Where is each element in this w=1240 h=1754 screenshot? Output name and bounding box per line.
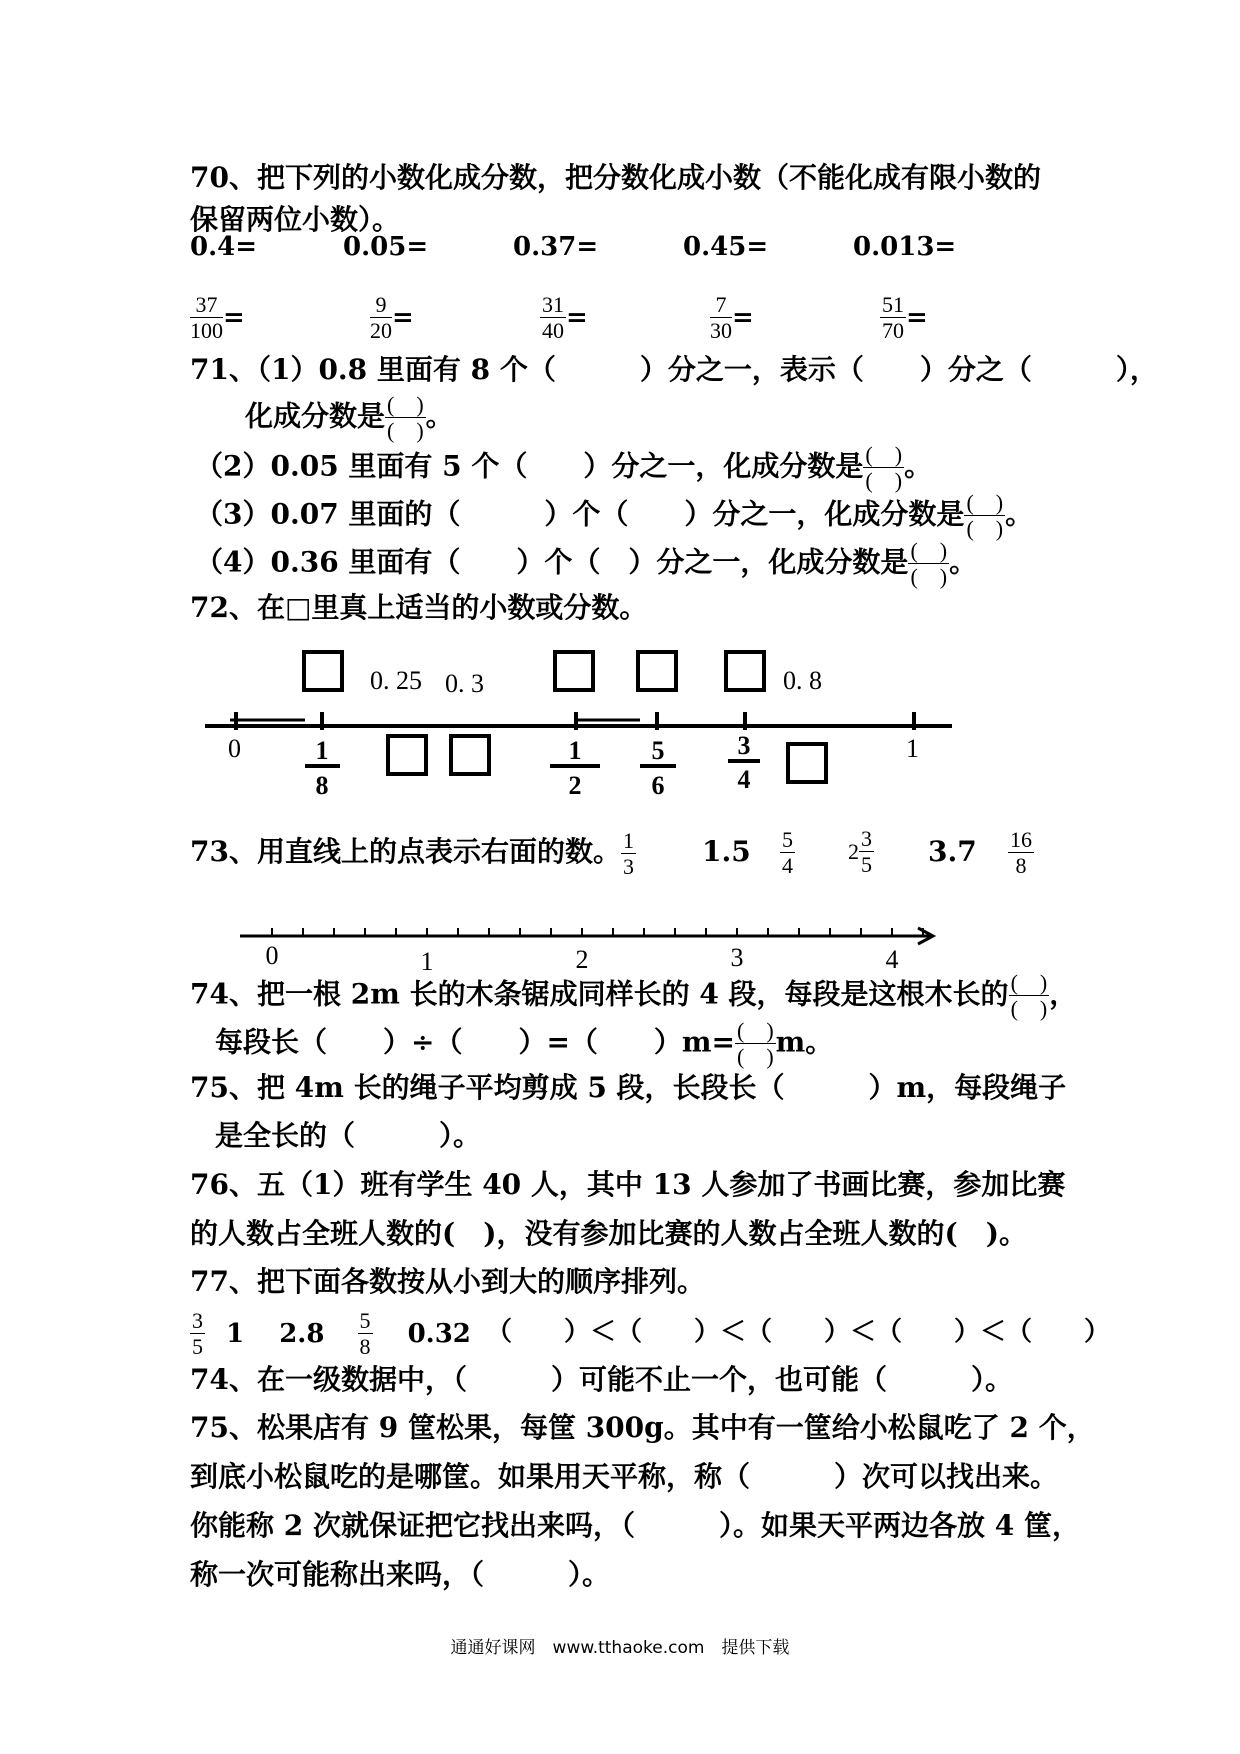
q72-frac-1-8-den: 8 bbox=[315, 771, 329, 800]
q73-item-5-4: $\frac{5}{4}$ bbox=[782, 826, 793, 878]
q77-title: 77、把下面各数按从小到大的顺序排列。 bbox=[190, 1265, 705, 1298]
q72-label-1: 1 bbox=[906, 734, 919, 763]
q70-fraction-2: $\frac{9}{20}$ = bbox=[370, 292, 414, 343]
q70-decimal-4: 0.45= bbox=[683, 232, 769, 262]
q72-answer-box bbox=[555, 652, 593, 690]
q73-item-2-3-5: 2 $\frac{3}{5}$ bbox=[848, 826, 872, 877]
q72-frac-3-4-num: 3 bbox=[737, 731, 751, 760]
q72-frac-1-8-num: 1 bbox=[315, 736, 329, 765]
q72-label-025: 0. 25 bbox=[370, 666, 422, 695]
q70-decimal-5: 0.013= bbox=[853, 232, 957, 262]
q72-label-03: 0. 3 bbox=[445, 669, 484, 698]
q70-fraction-5: $\frac{51}{70}$ = bbox=[882, 292, 928, 343]
q75b-line3: 你能称 2 次就保证把它找出来吗，（ ）。如果天平两边各放 4 筐， bbox=[190, 1509, 1080, 1542]
q73-axis-2: 2 bbox=[575, 945, 589, 974]
q75b-line2: 到底小松鼠吃的是哪筐。如果用天平称，称（ ）次可以找出来。 bbox=[190, 1460, 1059, 1493]
q73-title-row: 73、用直线上的点表示右面的数。 $\frac{1}{3}$ bbox=[190, 827, 634, 879]
q73-number-line bbox=[230, 918, 950, 978]
q72-answer-box bbox=[451, 736, 489, 774]
q72-label-08: 0. 8 bbox=[783, 666, 822, 695]
q74b-line: 74、在一级数据中，（ ）可能不止一个，也可能（ ）。 bbox=[190, 1363, 1013, 1396]
q76-line1: 76、五（1）班有学生 40 人，其中 13 人参加了书画比赛，参加比赛 bbox=[190, 1168, 1066, 1201]
q74a-line1: 74、把一根 2m 长的木条锯成同样长的 4 段，每段是这根木长的 $\frac{( )}{( )}$ ， bbox=[190, 970, 1078, 1021]
q73-axis-3: 3 bbox=[730, 943, 744, 972]
q72-answer-box bbox=[638, 652, 676, 690]
q73-item-1-5: 1.5 bbox=[702, 835, 751, 868]
q72-answer-box bbox=[726, 652, 764, 690]
q72-number-line bbox=[200, 640, 960, 810]
q72-frac-5-6-num: 5 bbox=[651, 736, 665, 765]
q73-axis-4: 4 bbox=[885, 945, 899, 974]
q73-item-3-7: 3.7 bbox=[928, 835, 977, 868]
page-footer: 通通好课网 www.tthaoke.com 提供下载 bbox=[450, 1638, 790, 1658]
q72-answer-box bbox=[788, 744, 826, 782]
q70-decimal-2: 0.05= bbox=[343, 232, 429, 262]
q76-line2: 的人数占全班人数的( )，没有参加比赛的人数占全班人数的( )。 bbox=[190, 1217, 1027, 1250]
q72-frac-5-6-den: 6 bbox=[651, 771, 665, 800]
q71-part1a: 71、（1）0.8 里面有 8 个（ ）分之一，表示（ ）分之（ ）， bbox=[190, 353, 1158, 386]
q75b-line1: 75、松果店有 9 筐松果，每筐 300g。其中有一筐给小松鼠吃了 2 个， bbox=[190, 1411, 1095, 1444]
q71-part4: （4）0.36 里面有（ ）个（ ）分之一，化成分数是 $\frac{( )}{( )}$ 。 bbox=[195, 538, 978, 589]
q73-axis-1: 1 bbox=[420, 947, 434, 976]
q72-label-0: 0 bbox=[228, 734, 241, 763]
q70-line2: 保留两位小数）。 bbox=[190, 203, 401, 236]
q72-frac-3-4-den: 4 bbox=[737, 765, 751, 794]
q71-part1b: 化成分数是 $\frac{( )}{( )}$ 。 bbox=[245, 392, 454, 443]
q74a-line2: 每段长（ ）÷（ ）=（ ）m= $\frac{( )}{( )}$ m。 bbox=[215, 1018, 834, 1069]
q75a-line1: 75、把 4m 长的绳子平均剪成 5 段，长段长（ ）m，每段绳子 bbox=[190, 1071, 1067, 1104]
q71-part3: （3）0.07 里面的（ ）个（ ）分之一，化成分数是 $\frac{( )}{( )}$ 。 bbox=[195, 490, 1034, 541]
q77-order-blanks: （ ）＜（ ）＜（ ）＜（ ）＜（ ） bbox=[486, 1317, 1111, 1347]
q70-fraction-3: $\frac{31}{40}$ = bbox=[542, 292, 588, 343]
q77-numbers: $\frac{3}{5}$ 1 2.8 $\frac{5}{8}$ 0.32 bbox=[192, 1308, 471, 1359]
q72-answer-box bbox=[304, 652, 342, 690]
q72-frac-1-2-den: 2 bbox=[568, 771, 582, 800]
q70-fraction-4: $\frac{7}{30}$ = bbox=[710, 292, 754, 343]
q72-frac-1-2-num: 1 bbox=[568, 736, 582, 765]
q70-decimal-3: 0.37= bbox=[513, 232, 599, 262]
q72-title: 72、在□里真上适当的小数或分数。 bbox=[190, 591, 648, 624]
q73-axis-0: 0 bbox=[265, 941, 279, 970]
q71-part2: （2）0.05 里面有 5 个（ ）分之一，化成分数是 $\frac{( )}{( )}$ 。 bbox=[195, 442, 933, 493]
q72-answer-box bbox=[388, 736, 426, 774]
q70-decimal-1: 0.4= bbox=[190, 232, 258, 262]
q75a-line2: 是全长的（ ）。 bbox=[215, 1119, 482, 1152]
q75b-line4: 称一次可能称出来吗，（ ）。 bbox=[190, 1558, 611, 1591]
q70-fraction-1: $\frac{37}{100}$ = bbox=[190, 292, 245, 343]
q70-line1: 70、把下列的小数化成分数，把分数化成小数（不能化成有限小数的 bbox=[190, 161, 1041, 194]
q73-item-16-8: $\frac{16}{8}$ bbox=[1010, 826, 1032, 878]
